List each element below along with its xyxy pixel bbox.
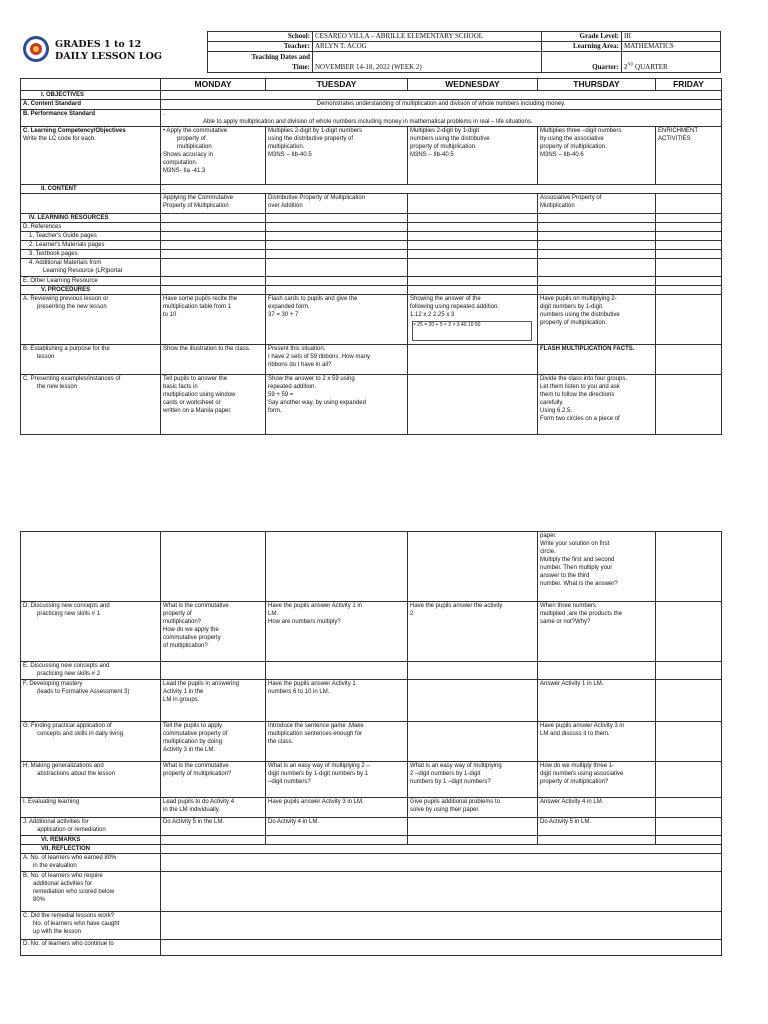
procedure-c-tuesday-line: Say another way, by using expanded — [268, 400, 366, 406]
competency-tuesday-line: multiplication. — [268, 144, 305, 150]
procedure-g-monday-line: Tell the pupils to apply — [163, 723, 223, 729]
procedure-i-row — [21, 798, 722, 818]
procedure-a-wednesday — [408, 295, 538, 345]
procedure-c-thursday-line: them to follow the directions — [540, 392, 615, 398]
content-topics-row — [21, 194, 722, 214]
competency-tuesday — [266, 127, 408, 185]
procedure-a-thursday-line: numbers using the distributive — [540, 312, 620, 318]
procedure-g-monday-line: Activity 3 in the LM. — [163, 747, 216, 753]
competency-monday-line: property of — [177, 136, 206, 142]
grade-value: III — [622, 32, 721, 42]
document-title — [55, 39, 162, 63]
procedure-g-row — [21, 722, 722, 762]
reflection-b-line: 80% — [33, 897, 46, 903]
procedure-c-thursday-line: Form two circles on a piece of — [540, 416, 620, 422]
quarter-value — [622, 52, 721, 73]
procedure-c-thursday-line: Write your solution on first — [540, 541, 610, 547]
reflection-c-line: C. Did the remedial lessons work? — [23, 913, 115, 919]
procedure-c-continued-row — [21, 532, 722, 602]
other-resource-row — [21, 277, 722, 286]
procedure-b-label-line: B. Establishing a purpose for the — [23, 346, 110, 352]
reflection-a-label — [21, 854, 161, 872]
procedure-b-row — [21, 345, 722, 375]
procedure-a-label-line: A. Reviewing previous lesson or — [23, 296, 109, 302]
competency-thursday-line: M3NS – IIb-40.6 — [540, 152, 584, 158]
reflection-b-label — [21, 872, 161, 912]
dates-label — [208, 52, 313, 73]
procedure-a-wednesday-line: 1.12 x 2 2.25 x 3 — [410, 312, 455, 318]
competency-wednesday — [408, 127, 538, 185]
procedure-c-label-line: the new lesson — [37, 384, 78, 390]
am-row — [21, 259, 722, 277]
tb-label: 3. Textbook pages — [21, 250, 161, 259]
competency-thursday — [538, 127, 656, 185]
lm-row — [21, 241, 722, 250]
procedure-g-tuesday-line: the class. — [268, 739, 294, 745]
reflection-c-label — [21, 912, 161, 940]
title-line-1: GRADES 1 to 12 — [55, 39, 142, 50]
procedure-c-thursday-line: number. What is the answer? — [540, 581, 618, 587]
performance-standard-row — [21, 110, 722, 127]
procedure-d-label-line: D. Discussing new concepts and — [23, 603, 110, 609]
procedure-e-label — [21, 662, 161, 680]
procedure-d-tuesday — [266, 602, 408, 662]
procedure-f-row — [21, 680, 722, 722]
competency-thursday-line: by using the associative — [540, 136, 604, 142]
procedure-d-thursday — [538, 602, 656, 662]
competency-monday-line: computation. — [163, 160, 198, 166]
procedure-f-thursday: Answer Activity 1 in LM. — [538, 680, 656, 722]
competency-label-title: C. Learning Competency/Objectives — [23, 128, 126, 134]
procedure-h-label-line: abstractions about the lesson — [37, 771, 116, 777]
procedure-f-tuesday-line: numbers 6 to 10 in LM. — [268, 689, 330, 695]
procedure-i-monday-line: Lead pupils to do Activity 4 — [163, 799, 235, 805]
procedure-a-monday-line: to 10 — [163, 312, 177, 318]
procedure-e-row — [21, 662, 722, 680]
procedure-d-tuesday-line: LM. — [268, 611, 279, 617]
quarter-label: Quarter: — [542, 52, 622, 73]
procedure-h-wednesday-line: What is an easy way of multiplying — [410, 763, 502, 769]
procedure-d-thursday-line: multiplied ,are the products the — [540, 611, 623, 617]
procedure-a-label — [21, 295, 161, 345]
procedure-c-tuesday-line: Show the answer to 2 x 59 using — [268, 376, 355, 382]
reflection-b-row — [21, 872, 722, 912]
procedure-h-thursday-line: property of multiplication? — [540, 779, 609, 785]
procedure-d-label-line: practicing new skills # 1 — [37, 611, 101, 617]
procedure-g-thursday-line: Have pupils answer Activity 3 in — [540, 723, 625, 729]
reflection-d-row — [21, 940, 722, 956]
procedure-a-tuesday-line: Flash cards to pupils and give the — [268, 296, 358, 302]
objectives-blank — [161, 91, 722, 100]
reflection-a-line: in the evaluation — [33, 863, 77, 869]
quarter-word: QUARTER — [635, 63, 668, 71]
area-value: MATHEMATICS — [622, 42, 721, 52]
resources-row — [21, 214, 722, 223]
content-heading: II. CONTENT — [21, 185, 161, 194]
procedure-i-monday-line: in the LM individually. — [163, 807, 220, 813]
procedure-i-thursday: Answer Activity 4 in LM. — [538, 798, 656, 818]
day-tuesday: TUESDAY — [266, 79, 408, 91]
competency-monday-line: Shows accuracy in — [163, 152, 214, 158]
procedure-b-monday: Show the illustration to the class. — [161, 345, 266, 375]
content-mark: . — [161, 185, 722, 194]
content-wednesday — [408, 194, 538, 214]
tb-row — [21, 250, 722, 259]
objectives-heading: I. OBJECTIVES — [21, 91, 161, 100]
reflection-row — [21, 845, 722, 854]
procedure-g-monday-line: commutative property of — [163, 731, 228, 737]
procedure-i-wednesday-line: Give pupils additional problems to — [410, 799, 501, 805]
procedure-d-monday-line: What is the commutative — [163, 603, 229, 609]
procedure-f-label-line: F. Developing mastery — [23, 681, 83, 687]
procedure-c-tuesday-line: repeated addition. — [268, 384, 317, 390]
procedure-h-tuesday-line: What is an easy way of multiplying 2 – — [268, 763, 370, 769]
procedure-b-tuesday-line: ribbons do I have in all? — [268, 362, 332, 368]
procedure-f-tuesday-line: Have the pupils answer Activity 1 — [268, 681, 356, 687]
procedure-h-thursday-line: How do we multiply three 1- — [540, 763, 615, 769]
procedure-d-thursday-line: same or not?Why? — [540, 619, 591, 625]
competency-wednesday-line: M3NS – IIb-40.5 — [410, 152, 454, 158]
procedure-f-tuesday — [266, 680, 408, 722]
procedure-f-monday-line: Activity 1 in the — [163, 689, 204, 695]
competency-label — [21, 127, 161, 185]
competency-thursday-line: Multiplies three –digit numbers — [540, 128, 622, 134]
repeated-addition-diagram: × 25 = 20 + 5 × 2 × 3 40 10 50 — [412, 321, 532, 341]
day-wednesday: WEDNESDAY — [408, 79, 538, 91]
procedure-i-tuesday: Have pupils answer Activity 3 in LM. — [266, 798, 408, 818]
am-label — [21, 259, 161, 277]
procedure-d-monday-line: multiplication? — [163, 619, 202, 625]
blank-header-cell — [21, 79, 161, 91]
competency-wednesday-line: property of multiplication. — [410, 144, 477, 150]
procedure-d-wednesday — [408, 602, 538, 662]
competency-row — [21, 127, 722, 185]
procedure-c-tuesday-line: form. — [268, 408, 282, 414]
content-monday-line: Applying the Commutative — [163, 195, 234, 201]
days-header-row — [21, 79, 722, 91]
procedures-row — [21, 286, 722, 295]
procedure-h-row — [21, 762, 722, 798]
procedure-c-monday-line: written on a Manila paper. — [163, 408, 232, 414]
performance-standard-mark: . — [163, 111, 165, 117]
reflection-a-row — [21, 854, 722, 872]
dates-label-line-2: Time: — [292, 63, 310, 71]
procedure-d-monday — [161, 602, 266, 662]
procedure-b-label — [21, 345, 161, 375]
procedure-g-label-line: G. Finding practical application of — [23, 723, 112, 729]
procedure-a-tuesday — [266, 295, 408, 345]
lesson-log-table — [20, 78, 722, 435]
procedure-c-monday — [161, 375, 266, 435]
procedure-h-wednesday — [408, 762, 538, 798]
procedure-d-row — [21, 602, 722, 662]
day-thursday: THURSDAY — [538, 79, 656, 91]
procedure-d-thursday-line: When three numbers — [540, 603, 597, 609]
procedure-f-label-line: (leads to Formative Assessment 3) — [37, 689, 130, 695]
procedure-a-tuesday-line: expanded form. — [268, 304, 310, 310]
procedure-a-wednesday-line: following using repeated addition. — [410, 304, 500, 310]
deped-seal-logo — [22, 35, 50, 63]
procedure-d-monday-line: How do we apply the — [163, 627, 219, 633]
procedure-c-thursday-line: Let them listen to you and ask — [540, 384, 620, 390]
competency-monday — [161, 127, 266, 185]
reflection-heading: VII. REFLECTION — [21, 845, 161, 854]
procedure-a-wednesday-line: Showing the answer of the — [410, 296, 481, 302]
procedure-a-friday — [656, 295, 722, 345]
procedure-j-label — [21, 818, 161, 836]
resources-heading: IV. LEARNING RESOURCES — [21, 214, 161, 223]
references-label: D. References — [21, 223, 161, 232]
procedure-h-thursday — [538, 762, 656, 798]
reflection-c-row — [21, 912, 722, 940]
content-row — [21, 185, 722, 194]
quarter-suffix: ND — [627, 61, 634, 67]
day-monday: MONDAY — [161, 79, 266, 91]
procedure-g-label-line: concepts and skills in daily living — [37, 731, 124, 737]
procedure-c-tuesday-line: 59 + 59 = — [268, 392, 294, 398]
dates-label-line-1: Teaching Dates and — [251, 53, 310, 61]
am-label-line: 4. Additional Materials from — [29, 260, 102, 266]
procedure-d-tuesday-line: Have the pupils answer Activity 1 in — [268, 603, 363, 609]
day-friday: FRIDAY — [656, 79, 722, 91]
procedure-a-label-line: presenting the new lesson — [37, 304, 107, 310]
procedure-c-thursday-line: number. Then multiply your — [540, 565, 613, 571]
procedure-c-monday-line: cards or worksheet or — [163, 400, 221, 406]
procedure-e-label-line: E. Discussing new concepts and — [23, 663, 110, 669]
content-thursday-line: Associative Property of — [540, 195, 602, 201]
procedure-i-label: I. Evaluating learning — [21, 798, 161, 818]
procedure-a-monday-line: Have some pupils recite the — [163, 296, 238, 302]
procedure-a-monday-line: multiplication table from 1 — [163, 304, 232, 310]
teacher-value: ARLYN T. ACOG — [313, 42, 542, 52]
procedure-c-row — [21, 375, 722, 435]
procedure-f-monday — [161, 680, 266, 722]
procedure-g-label — [21, 722, 161, 762]
content-monday — [161, 194, 266, 214]
procedure-e-label-line: practicing new skills # 2 — [37, 671, 101, 677]
procedure-a-thursday-line: property of multiplication. — [540, 320, 607, 326]
procedure-b-friday — [656, 345, 722, 375]
procedure-c-label-line: C. Presenting examples/instances of — [23, 376, 121, 382]
procedure-d-monday-line: of multiplication? — [163, 643, 208, 649]
procedure-h-monday-line: property of multiplication? — [163, 771, 232, 777]
procedure-c-thursday-line: circle. — [540, 549, 556, 555]
content-thursday-line: Multiplication — [540, 203, 575, 209]
procedure-c-thursday-continued — [538, 532, 656, 602]
procedure-g-monday-line: multiplication by doing — [163, 739, 223, 745]
grade-label: Grade Level: — [542, 32, 622, 42]
competency-wednesday-line: numbers using the distributive — [410, 136, 490, 142]
procedure-b-tuesday-line: I have 2 sets of 59 ribbons .How many — [268, 354, 371, 360]
reflection-d-label: D. No. of learners who continue to — [21, 940, 161, 956]
procedure-a-thursday-line: digit numbers by 1-digit — [540, 304, 603, 310]
competency-thursday-line: property of multiplication. — [540, 144, 607, 150]
procedure-j-row — [21, 818, 722, 836]
reflection-c-line: up with the lesson — [33, 929, 82, 935]
competency-monday-line: M3NS- IIa -41.3 — [163, 168, 206, 174]
reflection-c-line: No. of learners who have caught — [33, 921, 120, 927]
competency-tuesday-line: M3NS – IIb-40.5 — [268, 152, 312, 158]
procedure-j-monday: Do Activity 5 in the LM. — [161, 818, 266, 836]
procedure-c-monday-line: basic facts in — [163, 384, 198, 390]
performance-standard-label: B. Performance Standard — [21, 110, 161, 127]
competency-tuesday-line: Multiplies 2-digit by 1-digit numbers — [268, 128, 363, 134]
procedure-d-monday-line: commutative property — [163, 635, 221, 641]
procedure-h-wednesday-line: 2 –digit numbers by 1-digit — [410, 771, 481, 777]
performance-standard-text: Able to apply multiplication and division of whole numbers including money in mathematical problems in real – life situations. — [203, 119, 533, 125]
other-resource-label: E. Other Learning Resource — [21, 277, 161, 286]
procedure-h-monday-line: What is the commutative — [163, 763, 229, 769]
procedure-h-wednesday-line: numbers by 1 –digit numbers? — [410, 779, 491, 785]
procedure-h-tuesday-line: digit numbers by 1-digit numbers by 1 — [268, 771, 369, 777]
procedure-c-friday — [656, 375, 722, 435]
procedure-h-tuesday-line: –digit numbers? — [268, 779, 311, 785]
procedure-d-label — [21, 602, 161, 662]
procedure-j-thursday: Do Activity 5 in LM. — [538, 818, 656, 836]
quarter-number: 2 — [624, 63, 628, 71]
procedure-j-tuesday: Do Activity 4 in LM. — [266, 818, 408, 836]
header-info-table — [207, 31, 721, 73]
content-topics-label — [21, 194, 161, 214]
objectives-row — [21, 91, 722, 100]
competency-friday: ENRICHMENT ACTIVITIES — [656, 127, 722, 185]
content-standard-row — [21, 100, 722, 110]
teacher-label: Teacher: — [208, 42, 313, 52]
reflection-b-line: B. No. of learners who require — [23, 873, 103, 879]
procedure-g-thursday-line: LM and discuss it to them. — [540, 731, 610, 737]
references-row — [21, 223, 722, 232]
remarks-row — [21, 836, 722, 845]
competency-monday-line: multiplication — [177, 144, 212, 150]
procedure-c-thursday-line: paper. — [540, 533, 557, 539]
procedure-i-wednesday — [408, 798, 538, 818]
procedure-d-tuesday-line: How are numbers multiply? — [268, 619, 341, 625]
procedure-c-thursday-line: answer to the third — [540, 573, 590, 579]
procedure-h-tuesday — [266, 762, 408, 798]
school-value: CESAREO VILLA – ABRILLE ELEMENTARY SCHOOL — [313, 32, 542, 42]
procedure-f-monday-line: LM in groups. — [163, 697, 200, 703]
procedure-h-thursday-line: digit numbers using associative — [540, 771, 624, 777]
content-tuesday-line: over Addition — [268, 203, 303, 209]
procedure-c-wednesday — [408, 375, 538, 435]
am-label-line: Learning Resource (LR)portal — [43, 268, 123, 274]
area-label: Learning Area: — [542, 42, 622, 52]
procedure-g-monday — [161, 722, 266, 762]
procedure-b-tuesday — [266, 345, 408, 375]
performance-standard-cell — [161, 110, 722, 127]
content-standard-label: A. Content Standard — [21, 100, 161, 110]
procedure-c-thursday-line: Multiply the first and second — [540, 557, 615, 563]
tg-row — [21, 232, 722, 241]
procedure-g-tuesday-line: multiplication sentences enough for — [268, 731, 363, 737]
procedure-b-label-line: lesson — [37, 354, 55, 360]
procedure-f-label — [21, 680, 161, 722]
procedure-a-row — [21, 295, 722, 345]
lesson-log-table-continued — [20, 531, 722, 956]
procedure-i-monday — [161, 798, 266, 818]
content-tuesday — [266, 194, 408, 214]
procedure-c-tuesday — [266, 375, 408, 435]
dates-value: NOVEMBER 14-18, 2022 (WEEK 2) — [313, 52, 542, 73]
procedure-i-wednesday-line: solve by using their paper. — [410, 807, 480, 813]
content-standard-text: Demonstrates understanding of multiplication and division of whole numbers including money. — [161, 100, 722, 110]
procedure-d-wednesday-line: 2 — [410, 611, 414, 617]
reflection-a-line: A. No. of learners who earned 80% — [23, 855, 117, 861]
procedure-c-monday-line: multiplication using window — [163, 392, 236, 398]
procedure-g-tuesday — [266, 722, 408, 762]
procedure-a-thursday — [538, 295, 656, 345]
content-tuesday-line: Distributive Property of Multiplication — [268, 195, 366, 201]
procedure-c-thursday-line: carefully. — [540, 400, 564, 406]
content-friday — [656, 194, 722, 214]
procedure-g-thursday — [538, 722, 656, 762]
procedure-h-label — [21, 762, 161, 798]
reflection-b-line: remediation who scored below — [33, 889, 115, 895]
procedure-g-tuesday-line: Introduce the sentence game .Make — [268, 723, 364, 729]
procedures-heading: V. PROCEDURES — [21, 286, 161, 295]
procedure-c-label — [21, 375, 161, 435]
procedure-a-thursday-line: Have pupils on multiplying 2- — [540, 296, 617, 302]
lm-label: 2. Learner's Materials pages — [21, 241, 161, 250]
procedure-d-monday-line: property of — [163, 611, 192, 617]
procedure-j-label-line: J. Additional activities for — [23, 819, 89, 825]
procedure-j-label-line: application or remediation — [37, 827, 106, 833]
procedure-h-monday — [161, 762, 266, 798]
procedure-c-thursday-line: Divide the class into four groups. — [540, 376, 628, 382]
title-line-2: DAILY LESSON LOG — [55, 51, 162, 62]
competency-label-sub: Write the LC code for each. — [23, 136, 96, 142]
competency-monday-line: • Apply the commutative — [163, 128, 228, 134]
procedure-a-tuesday-line: 37 = 30 + 7 — [268, 312, 299, 318]
procedure-d-wednesday-line: Have the pupils answer the activity — [410, 603, 503, 609]
school-label: School: — [208, 32, 313, 42]
procedure-c-monday-line: Tell pupils to answer the — [163, 376, 228, 382]
procedure-h-label-line: H. Making generalizations and — [23, 763, 104, 769]
tg-label: 1. Teacher's Guide pages — [21, 232, 161, 241]
remarks-heading: VI. REMARKS — [21, 836, 161, 845]
competency-tuesday-line: using the distributive property of — [268, 136, 354, 142]
procedure-a-monday — [161, 295, 266, 345]
procedure-b-thursday: FLASH MULTIPLICATION FACTS. — [538, 345, 656, 375]
content-thursday — [538, 194, 656, 214]
reflection-b-line: additional activities for — [33, 881, 93, 887]
procedure-c-thursday — [538, 375, 656, 435]
procedure-b-tuesday-line: Present this situation. — [268, 346, 326, 352]
competency-wednesday-line: Multiplies 2-digit by 1-digit — [410, 128, 480, 134]
procedure-c-thursday-line: Using 6.2.5. — [540, 408, 573, 414]
procedure-f-monday-line: Lead the pupils in answering — [163, 681, 240, 687]
content-monday-line: Property of Multiplication — [163, 203, 229, 209]
procedure-b-wednesday — [408, 345, 538, 375]
